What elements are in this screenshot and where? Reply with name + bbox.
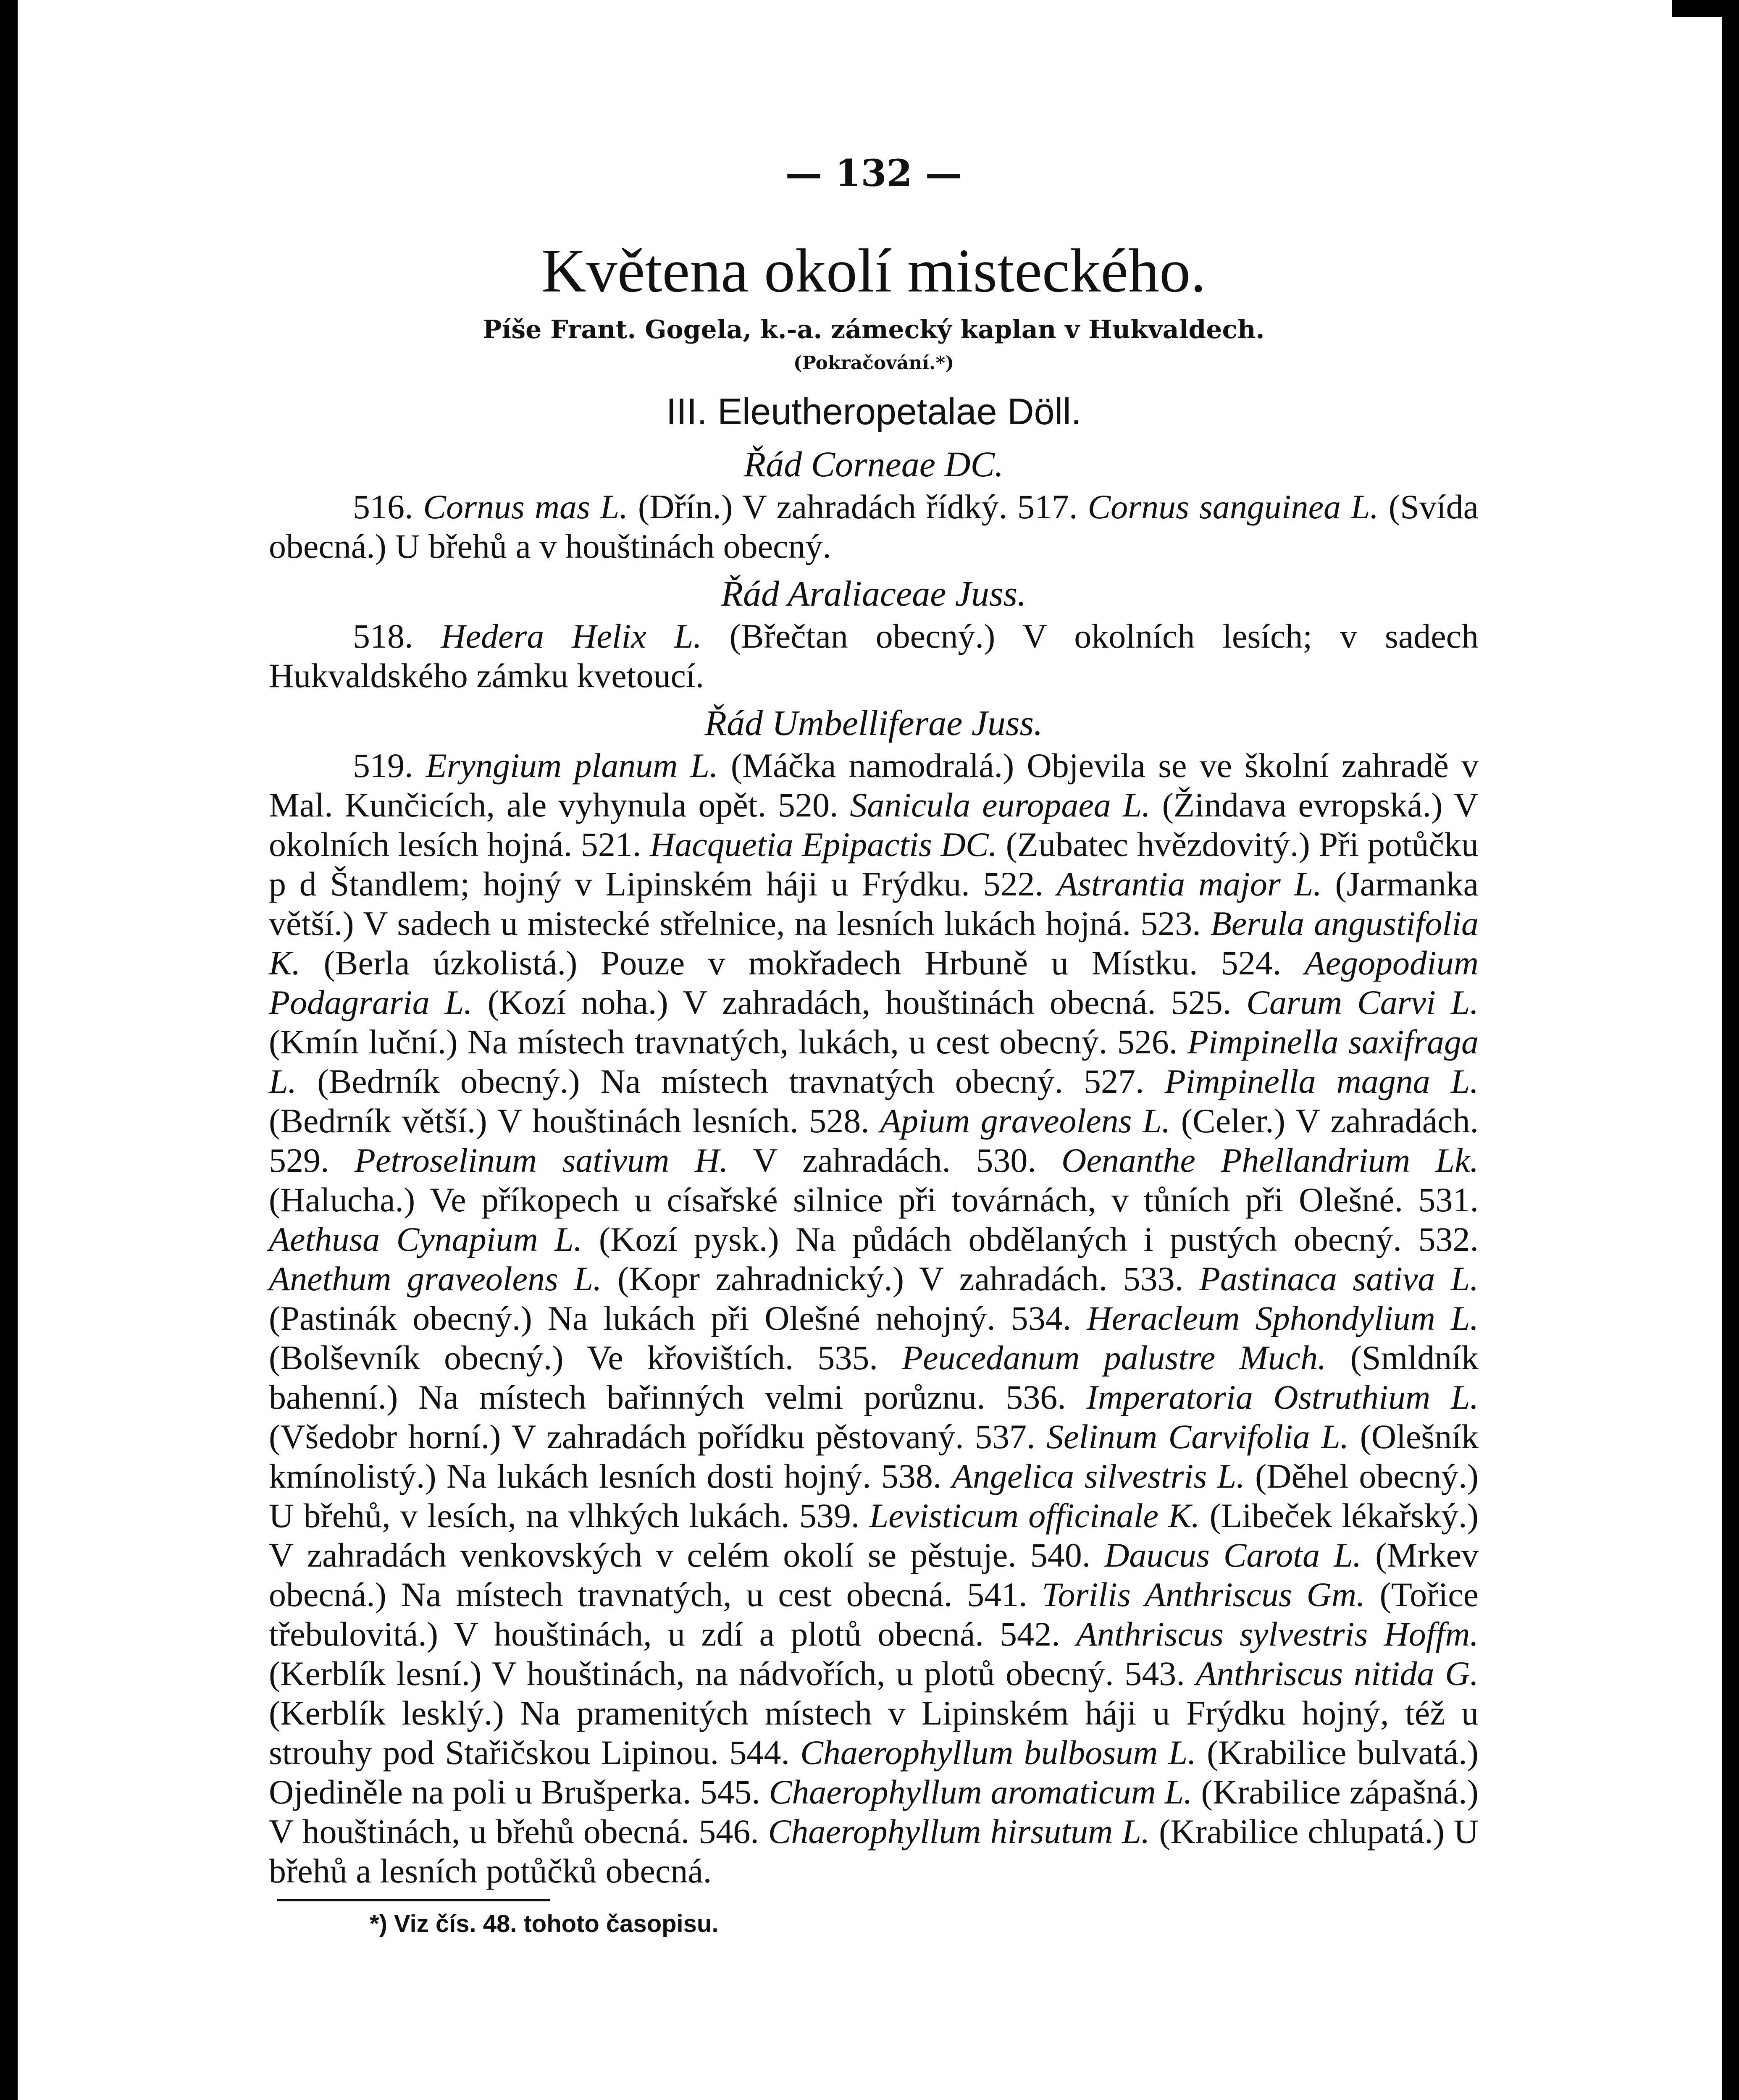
text-run: (Pastinák obecný.) Na lukách při Olešné nehojný. 534. <box>269 1299 1087 1337</box>
species-name: Anethum graveolens L. <box>269 1260 602 1298</box>
species-name: Selinum Carvifolia L. <box>1046 1418 1349 1456</box>
species-name: Aegopodium Podagraria L. <box>269 944 1479 1021</box>
species-name: Daucus Carota L. <box>1104 1536 1362 1574</box>
species-name: Torilis Anthriscus Gm. <box>1042 1575 1365 1614</box>
text-run: (Libeček lékařský.) V zahradách venkovských v celém okolí se pěstuje. 540. <box>269 1496 1479 1574</box>
section-heading: III. Eleutheropetalae Döll. <box>666 391 1082 432</box>
order-block <box>269 700 1479 1891</box>
article-byline: Píše Frant. Gogela, k.-a. zámecký kaplan v Hukvaldech. <box>483 315 1265 344</box>
text-run: (Olešník kmínolistý.) Na lukách lesních dosti hojný. 538. <box>269 1418 1479 1495</box>
text-run: (Břečtan obecný.) V okolních lesích; v sadech Hukvaldského zámku kvetoucí. <box>269 617 1479 695</box>
species-name: Petroselinum sativum H. <box>354 1141 728 1179</box>
text-run: (Berla úzkolistá.) Pouze v mokřadech Hrbuně u Místku. 524. <box>300 944 1305 982</box>
text-run: (Smldník bahenní.) Na místech bařinných velmi porůznu. 536. <box>269 1339 1479 1416</box>
species-name: Astrantia major L. <box>1056 865 1322 903</box>
text-run: (Zubatec hvězdovitý.) Při potůčku p d Štandlem; hojný v Lipinském háji u Frýdku. 522. <box>269 825 1479 903</box>
species-name: Anthriscus sylvestris Hoffm. <box>1076 1615 1479 1653</box>
species-name: Chaerophyllum aromaticum L. <box>769 1773 1193 1811</box>
species-name: Chaerophyllum hirsutum L. <box>768 1812 1150 1851</box>
species-name: Anthriscus nitida G. <box>1195 1654 1479 1693</box>
species-name: Carum Carvi L. <box>1246 983 1479 1021</box>
text-run: (Všedobr horní.) V zahradách pořídku pěstovaný. 537. <box>269 1418 1046 1456</box>
scan-border-left <box>0 0 18 2100</box>
text-run: (Kmín luční.) Na místech travnatých, lukách, u cest obecný. 526. <box>269 1023 1187 1061</box>
footnote: *) Viz čís. 48. tohoto časopisu. <box>370 1910 719 1937</box>
text-run: (Bedrník obecný.) Na místech travnatých obecný. 527. <box>297 1062 1165 1100</box>
species-name: Pastinaca sativa L. <box>1199 1260 1479 1298</box>
text-run: 516. <box>353 488 423 526</box>
text-run: (Tořice třebulovitá.) V houštinách, u zdí a plotů obecná. 542. <box>269 1575 1479 1653</box>
text-run: (Krabilice chlupatá.) U břehů a lesních potůčků obecná. <box>269 1812 1479 1890</box>
order-text <box>269 487 1479 566</box>
species-name: Levisticum officinale K. <box>869 1496 1200 1535</box>
order-heading: Řád Corneae DC. <box>743 444 1004 484</box>
text-run: (Bolševník obecný.) Ve křovištích. 535. <box>269 1339 902 1377</box>
order-heading: Řád Umbelliferae Juss. <box>704 703 1043 743</box>
species-name: Eryngium planum L. <box>426 746 718 785</box>
species-name: Hedera Helix L. <box>441 617 702 655</box>
text-run: (Dřín.) V zahradách řídký. 517. <box>628 488 1088 526</box>
species-name: Apium graveolens L. <box>880 1102 1171 1140</box>
text-run: (Bedrník větší.) V houštinách lesních. 528. <box>269 1102 880 1140</box>
text-run: (Děhel obecný.) U břehů, v lesích, na vlhkých lukách. 539. <box>269 1457 1479 1535</box>
scan-border-right <box>1722 0 1739 2100</box>
continuation-note: (Pokračování.*) <box>793 352 954 374</box>
text-run: (Krabilice zápašná.) V houštinách, u břehů obecná. 546. <box>269 1773 1479 1851</box>
text-run: (Halucha.) Ve příkopech u císařské silnice při továrnách, v tůních při Olešné. 531. <box>269 1181 1479 1219</box>
text-run: (Máčka namodralá.) Objevila se ve školní zahradě v Mal. Kunčicích, ale vyhynula opět. 520. <box>269 746 1479 824</box>
text-run: 518. <box>353 617 441 655</box>
species-name: Sanicula europaea L. <box>850 786 1151 824</box>
page-number: — 132 — <box>785 151 962 195</box>
text-run: (Kopr zahradnický.) V zahradách. 533. <box>602 1260 1199 1298</box>
species-name: Hacquetia Epipactis DC. <box>650 825 998 864</box>
document-page <box>269 151 1479 1938</box>
species-name: Cornus mas L. <box>423 488 628 526</box>
text-run: (Krabilice bulvatá.) Ojediněle na poli u Brušperka. 545. <box>269 1733 1479 1811</box>
species-name: Imperatoria Ostruthium L. <box>1086 1378 1479 1416</box>
text-run: 519. <box>353 746 426 785</box>
species-name: Heracleum Sphondylium L. <box>1087 1299 1479 1337</box>
text-run: (Mrkev obecná.) Na místech travnatých, u cest obecná. 541. <box>269 1536 1479 1614</box>
text-run: (Celer.) V zahradách. 529. <box>269 1102 1479 1179</box>
species-name: Pimpinella magna L. <box>1164 1062 1479 1100</box>
text-run: (Kozí noha.) V zahradách, houštinách obecná. 525. <box>472 983 1247 1021</box>
order-text <box>269 617 1479 696</box>
text-run: (Svída obecná.) U břehů a v houštinách obecný. <box>269 488 1479 565</box>
scan-border-corner <box>1672 0 1722 17</box>
species-name: Aethusa Cynapium L. <box>269 1220 583 1258</box>
footnote-rule <box>277 1899 550 1901</box>
text-run: (Jarmanka větší.) V sadech u mistecké střelnice, na lesních lukách hojná. 523. <box>269 865 1479 942</box>
species-name: Oenanthe Phellandrium Lk. <box>1061 1141 1479 1179</box>
text-run: (Kozí pysk.) Na půdách obdělaných i pustých obecný. 532. <box>582 1220 1479 1258</box>
species-name: Berula angustifolia K. <box>269 904 1479 982</box>
order-text <box>269 746 1479 1891</box>
text-run: V zahradách. 530. <box>728 1141 1062 1179</box>
text-run: (Žindava evropská.) V okolních lesích hojná. 521. <box>269 786 1479 864</box>
species-name: Cornus sanguinea L. <box>1088 488 1379 526</box>
order-block <box>269 570 1479 696</box>
order-heading: Řád Araliaceae Juss. <box>721 573 1027 614</box>
species-name: Peucedanum palustre Much. <box>901 1339 1327 1377</box>
species-name: Angelica silvestris L. <box>951 1457 1245 1495</box>
species-name: Chaerophyllum bulbosum L. <box>800 1733 1196 1772</box>
species-name: Pimpinella saxifraga L. <box>269 1023 1479 1100</box>
text-run: (Kerblík lesklý.) Na pramenitých místech v Lipinském háji u Frýdku hojný, též u strouhy pod Stařičskou Lipinou. 544. <box>269 1694 1479 1772</box>
order-block <box>269 441 1479 566</box>
article-title: Květena okolí misteckého. <box>541 236 1206 305</box>
text-run: (Kerblík lesní.) V houštinách, na nádvořích, u plotů obecný. 543. <box>269 1654 1196 1693</box>
